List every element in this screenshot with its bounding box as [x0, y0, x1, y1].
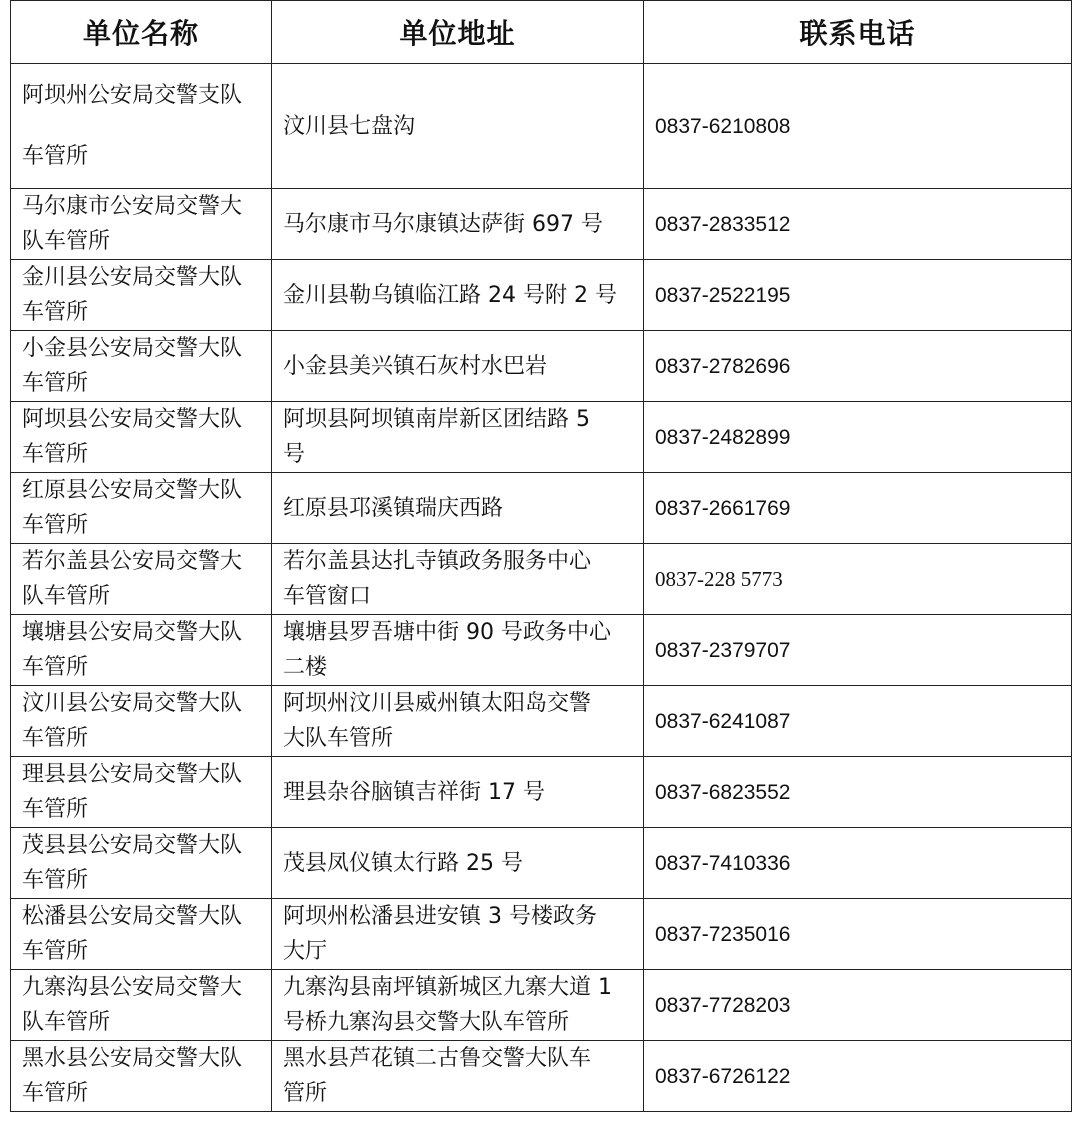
table-row — [11, 686, 1072, 757]
office-name-line: 车管所 — [22, 868, 89, 893]
office-address-line: 若尔盖县达扎寺镇政务服务中心 — [283, 549, 592, 574]
office-name-line: 金川县公安局交警大队 — [22, 265, 243, 290]
office-name-line: 壤塘县公安局交警大队 — [22, 620, 243, 645]
office-name-line: 阿坝州公安局交警支队 — [22, 83, 243, 108]
office-phone-cell: 0837-7410336 — [644, 828, 1072, 899]
office-address-cell — [272, 544, 644, 615]
office-name-line: 理县县公安局交警大队 — [22, 762, 243, 787]
office-name-line: 马尔康市公安局交警大 — [22, 194, 243, 219]
office-name-cell — [11, 402, 272, 473]
office-address-line: 壤塘县罗吾塘中街 90 号政务中心 — [283, 620, 611, 645]
header-name: 单位名称 — [11, 1, 272, 64]
office-name-line: 车管所 — [22, 300, 89, 325]
office-address-line: 大厅 — [283, 939, 328, 964]
office-address-line: 黑水县芦花镇二古鲁交警大队车 — [283, 1046, 592, 1071]
office-table — [10, 0, 1072, 1112]
office-address-line: 二楼 — [283, 655, 328, 680]
office-name-cell — [11, 615, 272, 686]
table-row — [11, 970, 1072, 1041]
office-name-cell — [11, 899, 272, 970]
office-phone-cell: 0837-228 5773 — [644, 544, 1072, 615]
header-address: 单位地址 — [272, 1, 644, 64]
table-row — [11, 615, 1072, 686]
office-name-line: 队车管所 — [22, 584, 111, 609]
office-address-cell — [272, 686, 644, 757]
office-phone-cell: 0837-2379707 — [644, 615, 1072, 686]
office-phone-cell: 0837-7728203 — [644, 970, 1072, 1041]
office-phone-cell: 0837-2522195 — [644, 260, 1072, 331]
office-phone-cell: 0837-2833512 — [644, 189, 1072, 260]
office-phone-cell: 0837-6726122 — [644, 1041, 1072, 1112]
office-name-line: 车管所 — [22, 655, 89, 680]
table-row — [11, 828, 1072, 899]
office-phone-cell: 0837-2782696 — [644, 331, 1072, 402]
office-name-cell — [11, 544, 272, 615]
office-address-line: 号桥九寨沟县交警大队车管所 — [283, 1010, 570, 1035]
office-phone-cell: 0837-2482899 — [644, 402, 1072, 473]
office-name-line: 车管所 — [22, 939, 89, 964]
office-address-line: 马尔康市马尔康镇达萨街 697 号 — [283, 211, 603, 237]
office-name-line: 车管所 — [22, 371, 89, 396]
office-address-line: 大队车管所 — [283, 726, 394, 751]
office-address-line: 管所 — [283, 1081, 328, 1106]
table-body — [11, 64, 1072, 1112]
office-name-line: 车管所 — [22, 1081, 89, 1106]
office-address-line: 茂县凤仪镇太行路 25 号 — [283, 850, 523, 876]
office-address-line: 车管窗口 — [283, 584, 372, 609]
table-row — [11, 1041, 1072, 1112]
office-name-line: 黑水县公安局交警大队 — [22, 1046, 243, 1071]
office-address-cell — [272, 64, 644, 189]
header-phone: 联系电话 — [644, 1, 1072, 64]
office-address-cell — [272, 402, 644, 473]
office-name-cell — [11, 473, 272, 544]
office-name-line: 车管所 — [22, 144, 89, 169]
office-address-line: 阿坝州松潘县进安镇 3 号楼政务 — [283, 904, 597, 929]
office-name-line: 车管所 — [22, 442, 89, 467]
office-address-cell — [272, 899, 644, 970]
office-phone-cell: 0837-6210808 — [644, 64, 1072, 189]
office-name-line: 汶川县公安局交警大队 — [22, 691, 243, 716]
office-name-line: 小金县公安局交警大队 — [22, 336, 243, 361]
office-address-cell — [272, 189, 644, 260]
office-address-line: 号 — [283, 442, 306, 467]
office-address-cell — [272, 828, 644, 899]
table-row — [11, 189, 1072, 260]
office-name-line: 车管所 — [22, 513, 89, 538]
office-address-cell — [272, 1041, 644, 1112]
office-address-line: 小金县美兴镇石灰村水巴岩 — [283, 353, 548, 379]
office-name-line: 松潘县公安局交警大队 — [22, 904, 243, 929]
office-address-cell — [272, 331, 644, 402]
office-address-line: 阿坝县阿坝镇南岸新区团结路 5 — [283, 407, 590, 432]
office-name-cell — [11, 1041, 272, 1112]
office-address-line: 红原县邛溪镇瑞庆西路 — [283, 495, 504, 521]
table-row — [11, 473, 1072, 544]
office-address-cell — [272, 473, 644, 544]
office-address-line: 理县杂谷脑镇吉祥街 17 号 — [283, 779, 545, 805]
office-name-line: 队车管所 — [22, 1010, 111, 1035]
table-row — [11, 64, 1072, 189]
office-name-line: 队车管所 — [22, 229, 111, 254]
office-name-line: 若尔盖县公安局交警大 — [22, 549, 243, 574]
table-row — [11, 260, 1072, 331]
table-row — [11, 331, 1072, 402]
office-phone-cell: 0837-6823552 — [644, 757, 1072, 828]
office-name-cell — [11, 828, 272, 899]
office-name-line: 车管所 — [22, 797, 89, 822]
office-phone-cell: 0837-7235016 — [644, 899, 1072, 970]
office-address-line: 阿坝州汶川县威州镇太阳岛交警 — [283, 691, 592, 716]
office-name-line: 红原县公安局交警大队 — [22, 478, 243, 503]
office-name-line: 茂县县公安局交警大队 — [22, 833, 243, 858]
office-name-cell — [11, 260, 272, 331]
office-address-line: 汶川县七盘沟 — [283, 113, 416, 139]
table-row — [11, 544, 1072, 615]
office-phone-cell: 0837-6241087 — [644, 686, 1072, 757]
table-row — [11, 899, 1072, 970]
office-name-cell — [11, 686, 272, 757]
office-name-cell — [11, 189, 272, 260]
table-row — [11, 402, 1072, 473]
office-name-cell — [11, 64, 272, 189]
office-address-cell — [272, 260, 644, 331]
office-name-line: 九寨沟县公安局交警大 — [22, 975, 243, 1000]
office-address-cell — [272, 757, 644, 828]
office-address-cell — [272, 970, 644, 1041]
office-name-cell — [11, 757, 272, 828]
office-phone-cell: 0837-2661769 — [644, 473, 1072, 544]
office-address-line: 金川县勒乌镇临江路 24 号附 2 号 — [283, 282, 617, 308]
office-name-line: 车管所 — [22, 726, 89, 751]
table-header-row — [11, 1, 1072, 64]
office-address-line: 九寨沟县南坪镇新城区九寨大道 1 — [283, 975, 612, 1000]
office-name-cell — [11, 331, 272, 402]
office-name-line: 阿坝县公安局交警大队 — [22, 407, 243, 432]
office-name-cell — [11, 970, 272, 1041]
office-address-cell — [272, 615, 644, 686]
table-row — [11, 757, 1072, 828]
